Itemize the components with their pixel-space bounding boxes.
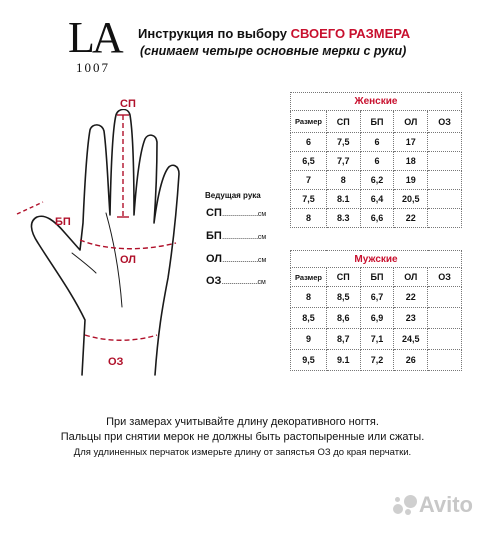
brand-logo-number: 1007 [76,60,110,75]
hand-label-sp: СП [120,98,136,110]
measure-label: ОЗ [206,275,222,287]
measure-row-oz [206,275,266,287]
table-row [291,190,462,209]
table-title: Женские [291,93,462,111]
table-cell [428,133,462,152]
table-cell: 7,2 [360,350,394,371]
avito-wordmark: Avito [418,492,473,517]
avito-watermark [393,492,473,518]
measure-unit: см [257,234,267,241]
header-sp: СП [326,268,360,287]
measure-unit: см [258,257,267,264]
header-bp: БП [360,268,394,287]
table-row [291,209,462,228]
avito-dots-icon [393,495,417,515]
table-header-row [291,111,462,133]
header-size: Размер [291,111,327,133]
table-cell [428,308,462,329]
table-row [291,308,462,329]
table-row [291,152,462,171]
header-ol: ОЛ [394,268,428,287]
table-cell: 26 [394,350,428,371]
header-ol: ОЛ [394,111,428,133]
table-cell [428,209,462,228]
measure-label: БП [206,230,222,242]
header-oz: ОЗ [428,268,462,287]
table-cell [428,350,462,371]
note-long-gloves: Для удлиненных перчаток измерьте длину от запястья ОЗ до края перчатки. [73,447,412,458]
table-cell: 8,5 [326,287,360,308]
table-cell: 9,5 [291,350,327,371]
title-highlight: СВОЕГО РАЗМЕРА [290,26,411,41]
table-cell: 6,6 [360,209,394,228]
hand-label-ol: ОЛ [120,254,137,266]
table-row [291,350,462,371]
measure-row-sp [206,207,266,219]
table-cell [428,171,462,190]
note-nail-length: При замерах учитывайте длину декоративного ногтя. [106,416,379,428]
table-cell: 9 [291,329,327,350]
table-cell [428,152,462,171]
table-cell: 17 [394,133,428,152]
table-row [291,329,462,350]
table-cell: 19 [394,171,428,190]
measure-row-ol [206,253,266,265]
header-sp: СП [326,111,360,133]
table-cell: 8,7 [326,329,360,350]
table-cell: 9.1 [326,350,360,371]
measure-row-bp [206,230,266,242]
table-cell: 23 [394,308,428,329]
table-cell: 7 [291,171,327,190]
table-cell: 8,6 [326,308,360,329]
table-row [291,287,462,308]
table-cell [428,190,462,209]
hand-label-bp: БП [55,216,71,228]
table-cell: 6,9 [360,308,394,329]
measure-label: СП [206,207,222,219]
table-cell: 8 [326,171,360,190]
table-cell: 20,5 [394,190,428,209]
note-finger-position: Пальцы при снятии мерок не должны быть растопыренные или сжаты. [60,431,425,443]
table-cell: 22 [394,287,428,308]
table-cell: 8.3 [326,209,360,228]
measure-label: ОЛ [206,253,223,265]
table-title: Мужские [291,251,462,268]
title-prefix: Инструкция по выбору [138,26,291,41]
table-cell: 7,5 [291,190,327,209]
header-size: Размер [291,268,327,287]
table-cell: 24,5 [394,329,428,350]
measure-blank: .................. [222,254,259,264]
table-cell [428,329,462,350]
page-title [138,26,410,41]
page-subtitle: (снимаем четыре основные мерки с руки) [140,44,407,58]
table-cell: 6 [360,133,394,152]
men-size-table [290,250,462,371]
measure-blank: .................. [221,276,258,286]
table-cell: 6,7 [360,287,394,308]
leading-hand-label: Ведущая рука [205,191,261,200]
table-row [291,171,462,190]
table-cell: 6,5 [291,152,327,171]
table-cell: 6 [291,133,327,152]
header-bp: БП [360,111,394,133]
brand-logo: LA [68,13,121,62]
table-header-row [291,268,462,287]
hand-label-oz: ОЗ [108,356,124,368]
table-cell: 8,5 [291,308,327,329]
measure-unit: см [257,279,266,286]
table-cell: 6,4 [360,190,394,209]
table-cell: 7,1 [360,329,394,350]
table-cell: 6 [360,152,394,171]
table-cell: 7,7 [326,152,360,171]
table-cell: 7,5 [326,133,360,152]
header-oz: ОЗ [428,111,462,133]
table-row [291,133,462,152]
measure-lines [17,115,176,340]
measure-blank: .................. [221,208,258,218]
table-cell: 18 [394,152,428,171]
table-cell: 8.1 [326,190,360,209]
hand-illustration [10,95,210,385]
women-size-table [290,92,462,228]
table-cell: 6,2 [360,171,394,190]
table-cell: 22 [394,209,428,228]
measure-unit: см [257,211,267,218]
measure-blank: .................. [221,231,258,241]
table-cell: 8 [291,287,327,308]
table-cell [428,287,462,308]
table-cell: 8 [291,209,327,228]
